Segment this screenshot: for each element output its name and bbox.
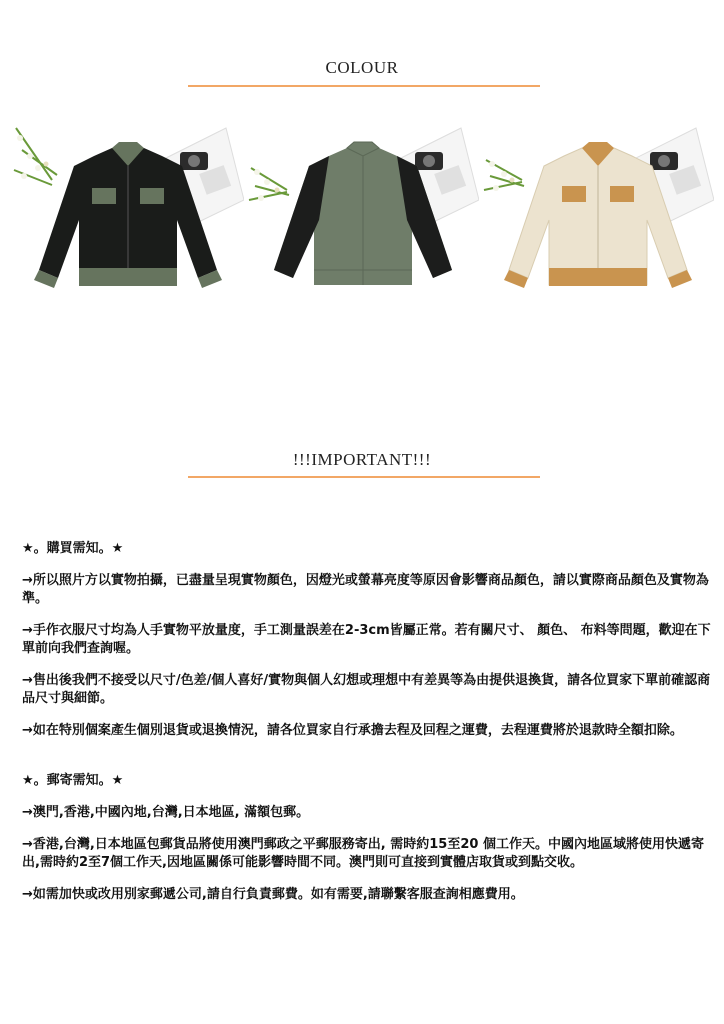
important-title: !!!IMPORTANT!!! — [292, 450, 432, 469]
purchase-notice-item: →如在特別個案產生個別退貨或退換情況，請各位買家自行承擔去程及回程之運費，去程運費將於退款時全額扣除。 — [22, 723, 683, 738]
purchase-notice-item: →售出後我們不接受以尺寸/色差/個人喜好/實物與個人幻想或理想中有差異等為由提供退換貨，請各位買家下單前確認商品尺寸與細節。 — [22, 673, 711, 706]
jacket-pocket-left — [562, 186, 586, 202]
jacket-pocket-left — [92, 188, 116, 204]
purchase-notice-heading: ★。購買需知。★ — [22, 541, 124, 556]
purchase-notice-item: →所以照片方以實物拍攝，已盡量呈現實物顏色，因燈光或螢幕亮度等原因會影響商品顏色，請以實際商品顏色及實物為準。 — [22, 573, 709, 606]
camera-decoration — [415, 152, 443, 170]
shipping-notice-item: →香港,台灣,日本地區包郵貨品將使用澳門郵政之平郵服務寄出, 需時約15至20 個工作天。中國內地區域將使用快遞寄出,需時約2至7個工作天,因地區關係可能影響時間不同。澳門則可直接到實體店取貨或到點交收。 — [22, 837, 704, 870]
jacket-photo-green-black — [247, 120, 479, 320]
notice-text — [22, 540, 712, 918]
purchase-notice-item: →手作衣服尺寸均為人手實物平放量度，手工測量誤差在2-3cm皆屬正常。若有關尺寸、 顏色、 布料等問題，歡迎在下單前向我們查詢喔。 — [22, 623, 711, 656]
colour-title-underline — [188, 85, 540, 87]
jacket-photo-black-green — [12, 120, 244, 320]
jacket-pocket-right — [610, 186, 634, 202]
jacket-hem — [79, 268, 177, 286]
jacket-pocket-right — [140, 188, 164, 204]
important-title-underline — [188, 476, 540, 478]
shipping-notice-item: →如需加快或改用別家郵遞公司,請自行負責郵費。如有需要,請聯繫客服查詢相應費用。 — [22, 887, 524, 902]
jacket-hem — [549, 268, 647, 286]
camera-decoration — [650, 152, 678, 170]
shipping-notice-heading: ★。郵寄需知。★ — [22, 773, 124, 788]
jacket-photo-cream-tan — [482, 120, 714, 320]
colour-title: COLOUR — [325, 58, 399, 77]
shipping-notice-item: →澳門,香港,中國內地,台灣,日本地區, 滿額包郵。 — [22, 805, 310, 820]
camera-decoration — [180, 152, 208, 170]
